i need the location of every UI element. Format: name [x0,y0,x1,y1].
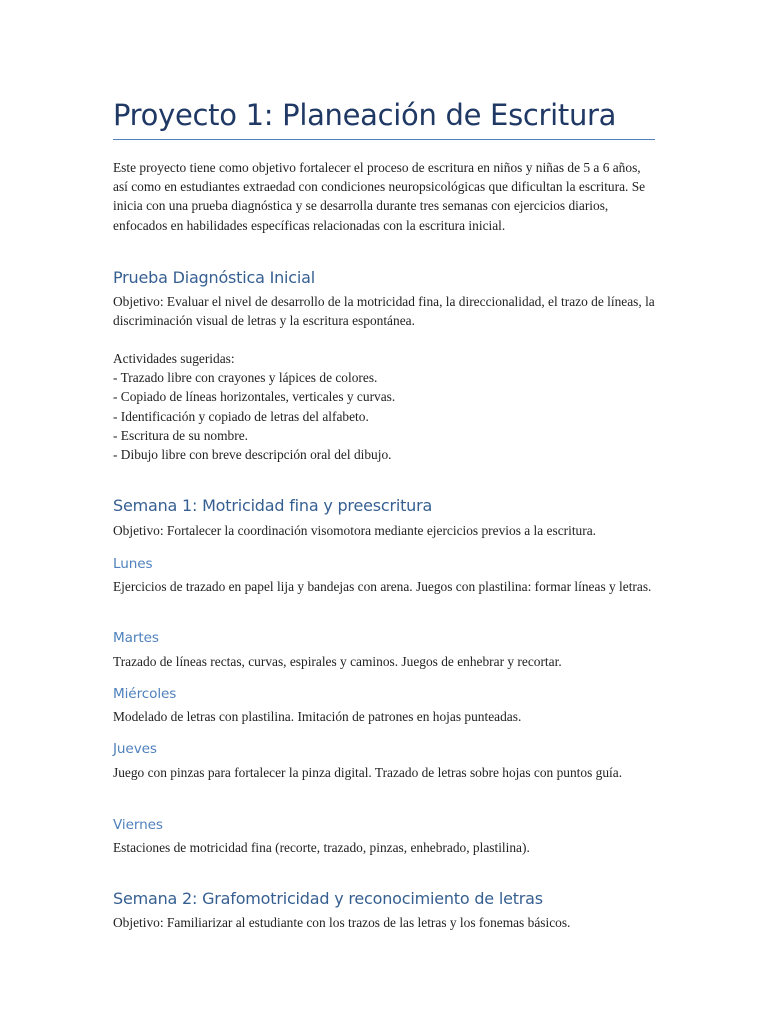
diagnostic-objective [113,292,655,330]
day-description: Estaciones de motricidad fina (recorte, trazado, pinzas, enhebrado, plastilina). [113,840,530,855]
week2-objective [113,913,655,932]
intro-text: Este proyecto tiene como objetivo fortalecer el proceso de escritura en niños y niñas de 5 a 6 años, así como en estudiantes extraedad con condiciones neuropsicológicas que dificultan la escritura. Se inicia con una prueba diagnóstica y se desarrolla durante tres semanas con ejercicios diarios, enfocados en habilidades específicas relacionadas con la escritura inicial. [113,160,646,233]
activities-list [113,368,655,464]
day-description: Trazado de líneas rectas, curvas, espirales y caminos. Juegos de enhebrar y recortar. [113,654,562,669]
list-item: - Dibujo libre con breve descripción oral del dibujo. [113,447,392,463]
week2-heading: Semana 2: Grafomotricidad y reconocimiento de letras [113,889,543,908]
day-description: Juego con pinzas para fortalecer la pinza digital. Trazado de letras sobre hojas con puntos guía. [113,765,623,780]
week1-heading: Semana 1: Motricidad fina y preescritura [113,496,433,515]
day-heading-jueves: Jueves [113,741,157,757]
list-item: - Trazado libre con crayones y lápices de colores. [113,370,378,386]
day-text-jueves [113,763,655,782]
title-underline [113,139,655,140]
day-heading-martes: Martes [113,630,159,646]
day-description: Ejercicios de trazado en papel lija y bandejas con arena. Juegos con plastilina: formar líneas y letras. [113,579,652,594]
document-title: Proyecto 1: Planeación de Escritura [113,98,617,132]
day-description: Modelado de letras con plastilina. Imitación de patrones en hojas punteadas. [113,709,522,724]
day-text-miercoles [113,707,655,726]
day-heading-miercoles: Miércoles [113,686,177,702]
diagnostic-objective-text: Objetivo: Evaluar el nivel de desarrollo de la motricidad fina, la direccionalidad, el trazo de líneas, la discriminación visual de letras y la escritura espontánea. [113,294,655,329]
list-item: - Escritura de su nombre. [113,427,248,443]
intro-paragraph [113,158,655,235]
day-text-martes [113,652,655,671]
diagnostic-activities [113,349,655,464]
activities-label: Actividades sugeridas: [113,351,235,366]
day-text-viernes [113,838,655,857]
day-heading-lunes: Lunes [113,556,153,572]
week2-objective-text: Objetivo: Familiarizar al estudiante con los trazos de las letras y los fonemas básicos. [113,915,571,930]
list-item: - Identificación y copiado de letras del alfabeto. [113,408,369,424]
day-heading-viernes: Viernes [113,817,163,833]
list-item: - Copiado de líneas horizontales, verticales y curvas. [113,389,396,405]
diagnostic-heading: Prueba Diagnóstica Inicial [113,268,315,287]
week1-objective-text: Objetivo: Fortalecer la coordinación visomotora mediante ejercicios previos a la escritura. [113,523,596,538]
day-text-lunes [113,577,655,596]
week1-objective [113,521,655,540]
